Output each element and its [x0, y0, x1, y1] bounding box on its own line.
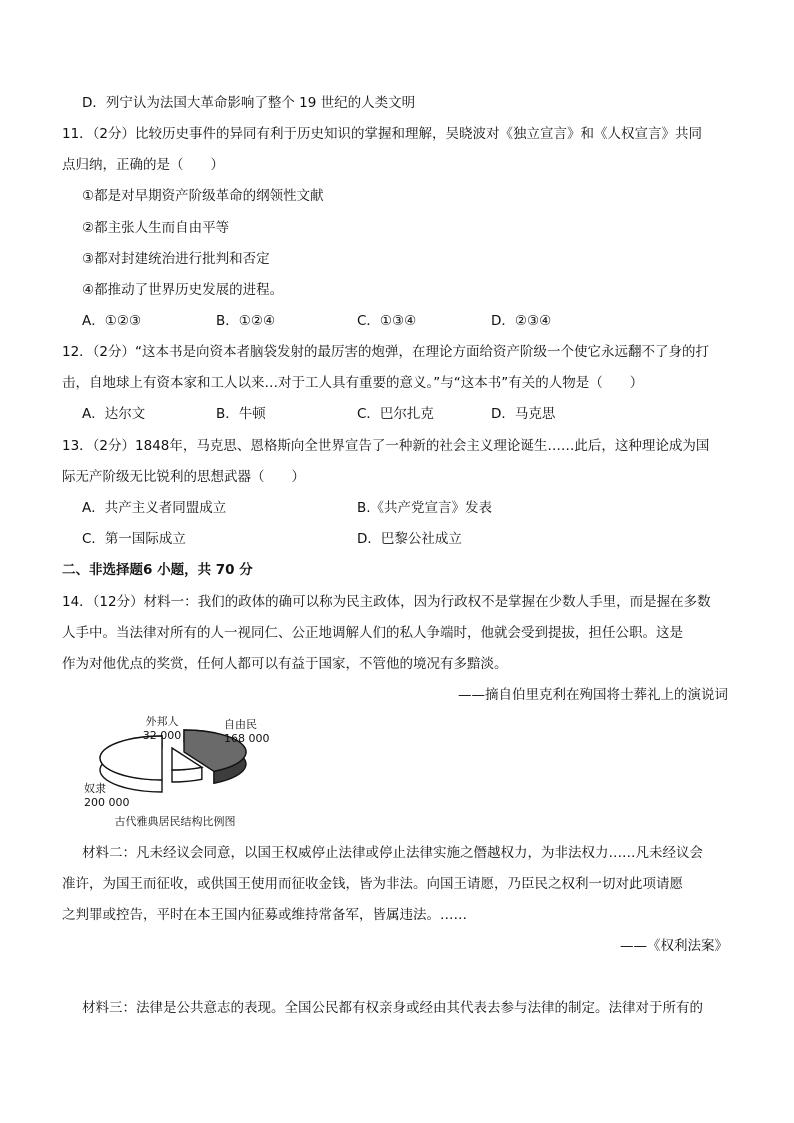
q11-stem-line2: 点归纳，正确的是（ ） [62, 157, 224, 173]
q13-option-c: C．第一国际成立 [82, 531, 186, 547]
q14-material1-line1: 14．（12分）材料一：我们的政体的确可以称为民主政体，因为行政权不是掌握在少数人手里，而是握在多数 [62, 594, 711, 610]
q12-option-d: D．马克思 [491, 406, 556, 422]
pie-label-name: 奴隶 [84, 782, 106, 795]
q11-option-a: A．①②③ [82, 313, 142, 329]
q13-option-a: A．共产主义者同盟成立 [82, 500, 227, 516]
q14-material2-source: ——《权利法案》 [620, 938, 728, 954]
q11-item-3: ③都对封建统治进行批判和否定 [82, 251, 270, 267]
pie-label-value: 168 000 [224, 732, 270, 745]
q11-option-c: C．①③④ [357, 313, 417, 329]
chart-title: 古代雅典居民结构比例图 [114, 815, 236, 828]
q14-material1-line2: 人手中。当法律对所有的人一视同仁、公正地调解人们的私人争端时，他就会受到提拔，担任公职。这是 [62, 625, 683, 641]
q12-stem-line1: 12．（2分）“这本书是向资本者脑袋发射的最厉害的炮弹，在理论方面给资产阶级一个使它永远翻不了身的打 [62, 344, 710, 360]
pie-label-name: 外邦人 [145, 715, 179, 728]
q10-option-d: D．列宁认为法国大革命影响了整个 19 世纪的人类文明 [82, 95, 416, 111]
q13-stem-line1: 13．（2分）1848年，马克思、恩格斯向全世界宣告了一种新的社会主义理论诞生……此后，这种理论成为国 [62, 438, 710, 454]
q14-material1-line3: 作为对他优点的奖赏，任何人都可以有益于国家，不管他的境况有多黯淡。 [62, 656, 508, 672]
q11-option-b: B．①②④ [216, 313, 276, 329]
section-2-heading: 二、非选择题6 小题，共 70 分 [62, 562, 253, 578]
q14-material1-source: ——摘自伯里克利在殉国将士葬礼上的演说词 [458, 687, 728, 703]
q11-item-4: ④都推动了世界历史发展的进程。 [82, 282, 284, 298]
q11-option-d: D．②③④ [491, 313, 552, 329]
q11-item-1: ①都是对早期资产阶级革命的纲领性文献 [82, 188, 324, 204]
q11-item-2: ②都主张人生而自由平等 [82, 220, 230, 236]
q12-option-a: A．达尔文 [82, 406, 146, 422]
q12-option-b: B．牛顿 [216, 406, 266, 422]
q12-stem-line2: 击，自地球上有资本家和工人以来…对于工人具有重要的意义。”与“这本书”有关的人物是（ ） [62, 375, 644, 391]
q13-stem-line2: 际无产阶级无比锐利的思想武器（ ） [62, 469, 305, 485]
pie-label-value: 200 000 [84, 796, 130, 809]
q14-material3-line1: 材料三：法律是公共意志的表现。全国公民都有权亲身或经由其代表去参与法律的制定。法律对于所有的 [82, 1000, 703, 1016]
q11-stem-line1: 11．（2分）比较历史事件的异同有利于历史知识的掌握和理解，吴晓波对《独立宣言》和《人权宣言》共同 [62, 126, 703, 142]
q12-option-c: C．巴尔扎克 [357, 406, 434, 422]
pie-slice-3 [100, 736, 162, 792]
q14-material2-line1: 材料二：凡未经议会同意，以国王权威停止法律或停止法律实施之僭越权力，为非法权力……凡未经议会 [82, 845, 703, 861]
q14-material2-line2: 准许，为国王而征收，或供国王使用而征收金钱，皆为非法。向国王请愿，乃臣民之权利一切对此项请愿 [62, 876, 683, 892]
athens-population-pie-chart [78, 712, 278, 836]
pie-label-name: 自由民 [224, 718, 257, 731]
q13-option-d: D．巴黎公社成立 [357, 531, 462, 547]
q13-option-b: B.《共产党宣言》发表 [357, 500, 493, 516]
pie-label-value: 32 000 [142, 729, 182, 742]
q14-material2-line3: 之判罪或控告，平时在本王国内征募或维持常备军，皆属违法。…… [62, 907, 467, 923]
